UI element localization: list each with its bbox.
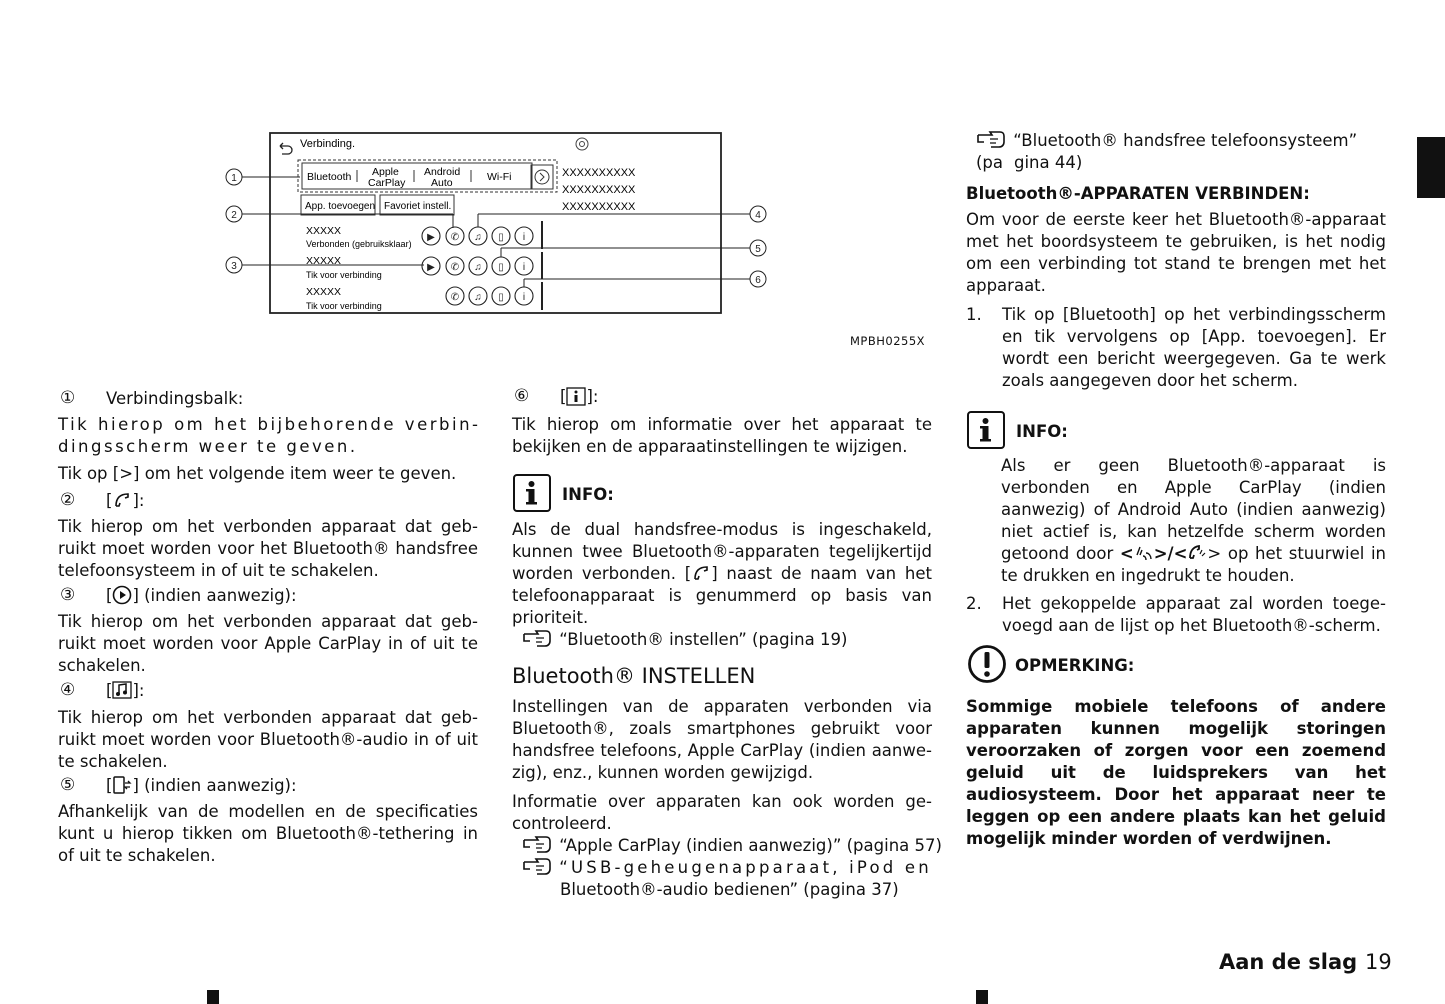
connection-screen-illustration: [220, 126, 780, 322]
svg-text:i: i: [522, 232, 526, 243]
voice-recognition-icon: [1134, 543, 1154, 563]
item-6-number: ⑥: [514, 386, 530, 406]
device-status: Verbonden (gebruiksklaar): [306, 239, 412, 249]
crop-mark: [207, 990, 219, 1004]
footer-section: Aan de slag: [1219, 950, 1358, 974]
favorite-settings-button: Favoriet instell.: [384, 201, 452, 212]
svg-text:3: 3: [231, 261, 237, 272]
svg-text:i: i: [522, 292, 526, 303]
info-icon: [967, 411, 1005, 449]
item-3-label: [ ] (indien aanwezig):: [106, 586, 297, 605]
svg-text:6: 6: [755, 275, 761, 286]
section-text-2: Informatie over apparaten kan ook worden gecontroleerd.: [512, 792, 932, 833]
item-6-text: Tik hierop om informatie over het apparaat te bekijken en de apparaatinstellingen te wijzigen.: [512, 415, 932, 456]
item-5-number: ⑤: [60, 775, 76, 795]
carplay-play-icon: [112, 585, 132, 605]
svg-text:▯: ▯: [498, 232, 504, 243]
svg-text:♫: ♫: [474, 262, 482, 273]
svg-text:♫: ♫: [474, 292, 482, 303]
tab-wifi: Wi-Fi: [487, 171, 512, 183]
svg-text:5: 5: [755, 244, 761, 255]
item-2-number: ②: [60, 490, 76, 510]
figure-code: MPBH0255X: [850, 334, 926, 348]
svg-text:▯: ▯: [498, 262, 504, 273]
section-heading: Bluetooth® INSTELLEN: [512, 664, 756, 688]
warning-icon: [967, 644, 1007, 688]
handsfree-phone-icon: [112, 490, 132, 510]
subsection-text: Om voor de eerste keer het Bluetooth®-apparaat met het boordsysteem te gebruiken, is het nodig om een verbinding tot stand te brengen met het apparaat.: [966, 210, 1386, 295]
phone-voice-icon: [1187, 543, 1207, 563]
svg-text:✆: ✆: [450, 262, 460, 273]
svg-text:▶: ▶: [427, 262, 435, 273]
add-device-button: App. toevoegen: [305, 201, 376, 212]
item-5-label: [ ] (indien aanwezig):: [106, 776, 297, 795]
pointing-hand-icon: [522, 858, 554, 876]
tab-android-2: Auto: [431, 177, 453, 189]
reference-link[interactable]: “Bluetooth® handsfree telefoonsysteem” (pa: [976, 131, 1358, 172]
tab-bluetooth: Bluetooth: [307, 171, 352, 183]
svg-text:▶: ▶: [427, 232, 435, 243]
item-4-label: [ ]:: [106, 681, 145, 700]
reference-link-cont[interactable]: gina 44): [1014, 153, 1083, 172]
item-1-number: ①: [60, 388, 76, 408]
crop-mark: [976, 990, 988, 1004]
note-text: Sommige mobiele telefoons of andere apparaten kunnen mogelijk storingen veroorzaken of zorgen voor een zoemend geluid uit de luidsprekers van het audiosysteem. Door het apparaat neer te leggen op een andere plaats kan het geluid mogelijk minder worden of verdwijnen.: [966, 697, 1386, 848]
device-name: XXXXX: [306, 225, 342, 237]
item-2-label: [ ]:: [106, 491, 145, 510]
info-text: Als er geen Bluetooth®-apparaat is verbonden en Apple CarPlay (indien aanwezig) of Android Auto (indien aanwezig) niet actief is, kan hetzelfde scherm worden getoond door < >/< > op het stuurwiel in te drukken en ingedrukt te houden.: [1001, 456, 1386, 585]
item-5-text: Afhankelijk van de modellen en de specificaties kunt u hierop tikken om Bluetooth®-tethering in of uit te schakelen.: [58, 802, 478, 865]
pointing-hand-icon: [522, 836, 554, 854]
tab-carplay-2: CarPlay: [368, 177, 406, 189]
svg-text:4: 4: [755, 210, 761, 221]
info-label: INFO:: [562, 485, 614, 504]
device-status: Tik voor verbinding: [306, 270, 382, 280]
item-1-text: Tik hierop om het bijbehorende verbindingsscherm weer te geven.: [58, 415, 478, 456]
chapter-tab: [1417, 137, 1445, 198]
reference-link-cont[interactable]: Bluetooth®-audio bedienen” (pagina 37): [560, 880, 899, 899]
item-3-number: ③: [60, 585, 76, 605]
right-item: XXXXXXXXXX: [562, 184, 636, 196]
handsfree-phone-icon: [691, 563, 711, 583]
item-1-text-2: Tik op [>] om het volgende item weer te geven.: [58, 464, 457, 483]
reference-link[interactable]: “Apple CarPlay (indien aanwezig)” (pagina 57): [522, 835, 942, 857]
item-2-text: Tik hierop om het verbonden apparaat dat gebruikt moet worden voor het Bluetooth® handsfree telefoonsysteem in of uit te schakelen.: [58, 517, 478, 580]
item-4-number: ④: [60, 680, 76, 700]
tab-carplay-1: Apple: [372, 166, 399, 178]
screen-title: Verbinding.: [300, 138, 356, 150]
device-name: XXXXX: [306, 255, 342, 267]
pointing-hand-icon: [976, 131, 1008, 149]
item-4-text: Tik hierop om het verbonden apparaat dat gebruikt moet worden voor Bluetooth®-audio in of uit te schakelen.: [58, 708, 478, 771]
music-note-icon: [112, 680, 132, 700]
info-icon: [513, 474, 551, 512]
step-2: 2. Het gekoppelde apparaat zal worden toegevoegd aan de lijst op het Bluetooth®-scherm.: [966, 594, 1386, 635]
svg-text:♫: ♫: [474, 232, 482, 243]
right-item: XXXXXXXXXX: [562, 201, 636, 213]
svg-text:2: 2: [231, 210, 237, 221]
info-label: INFO:: [1016, 422, 1068, 441]
svg-text:✆: ✆: [450, 232, 460, 243]
item-3-text: Tik hierop om het verbonden apparaat dat gebruikt moet worden voor Apple CarPlay in of uit te schakelen.: [58, 612, 478, 675]
note-label: OPMERKING:: [1015, 656, 1135, 675]
tab-android-1: Android: [424, 166, 461, 178]
step-1: 1. Tik op [Bluetooth] op het verbindingsscherm en tik vervolgens op [App. toevoegen]. Er wordt een bericht weergegeven. Ga te werk zoals aangegeven door het scherm.: [966, 305, 1386, 390]
device-name: XXXXX: [306, 286, 342, 298]
item-6-label: [ ]:: [560, 387, 599, 406]
section-text-1: Instellingen van de apparaten verbonden via Bluetooth®, zoals smartphones gebruikt voor handsfree telefoons, Apple CarPlay (indien aanwezig), enz., kunnen worden gewijzigd.: [512, 697, 932, 782]
page-number: 19: [1365, 950, 1392, 974]
tethering-icon: [112, 775, 132, 795]
svg-text:1: 1: [231, 173, 237, 184]
pointing-hand-icon: [522, 630, 554, 648]
right-item: XXXXXXXXXX: [562, 167, 636, 179]
reference-link[interactable]: “USB-geheugenapparaat, iPod en: [522, 857, 932, 879]
svg-text:▯: ▯: [498, 292, 504, 303]
svg-text:i: i: [522, 262, 526, 273]
subsection-heading: Bluetooth®-APPARATEN VERBINDEN:: [966, 184, 1310, 203]
reference-link[interactable]: “Bluetooth® instellen” (pagina 19): [522, 629, 847, 651]
info-text: Als de dual handsfree-modus is ingeschakeld, kunnen twee Bluetooth®-apparaten tegelijkertijd worden verbonden. [ ] naast de naam van het telefoonapparaat is genummerd op basis van prioriteit.: [512, 520, 932, 627]
svg-text:✆: ✆: [450, 292, 460, 303]
device-status: Tik voor verbinding: [306, 301, 382, 311]
item-1-label: Verbindingsbalk:: [106, 389, 244, 408]
info-device-icon: [566, 386, 586, 406]
